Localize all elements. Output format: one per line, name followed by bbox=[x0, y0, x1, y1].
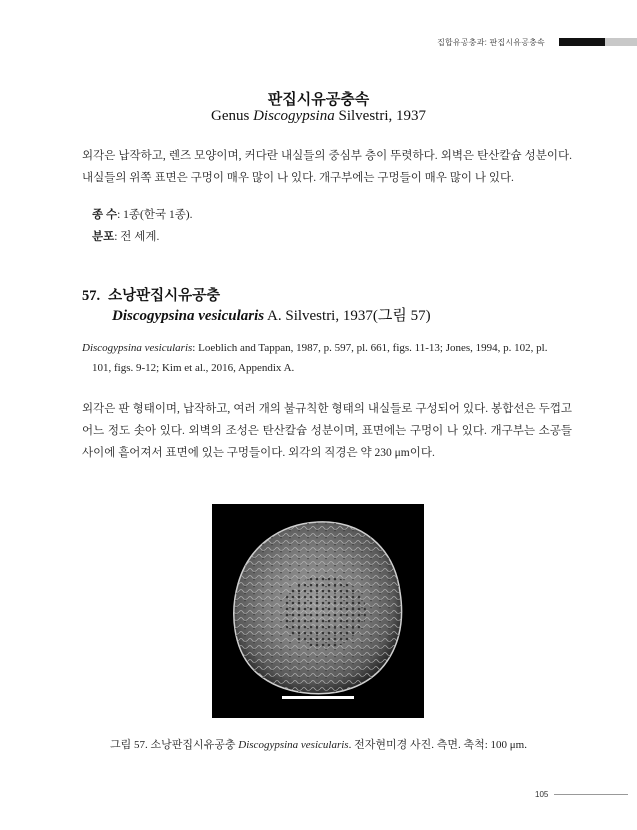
genus-authority: Silvestri, 1937 bbox=[334, 108, 426, 124]
caption-latin: Discogypsina vesicularis bbox=[238, 739, 349, 751]
running-head-text: 집합유공충과: 판집시유공충속 bbox=[437, 37, 545, 47]
distribution-value: : 전 세계. bbox=[114, 231, 160, 243]
synonymy bbox=[82, 338, 574, 378]
running-head bbox=[437, 36, 637, 48]
central-pore-field bbox=[282, 576, 366, 648]
species-number: 57. bbox=[82, 288, 101, 304]
sem-photo bbox=[212, 504, 424, 718]
distribution-label: 분포 bbox=[92, 231, 115, 243]
species-korean-name: 소낭판집시유공충 bbox=[108, 288, 221, 304]
species-figure-ref: (그림 57) bbox=[372, 308, 431, 324]
caption-prefix: 그림 57. 소낭판집시유공충 bbox=[110, 739, 239, 751]
species-latin-heading bbox=[112, 304, 431, 325]
synonymy-refs-line1: : Loeblich and Tappan, 1987, p. 597, pl. 661, figs. 11-13; Jones, 1994, p. 102, pl. bbox=[192, 342, 548, 354]
species-count-value: : 1종(한국 1종). bbox=[117, 209, 193, 221]
synonymy-refs-line2: 101, figs. 9-12; Kim et al., 2016, Appendix A. bbox=[92, 362, 295, 374]
footer-rule bbox=[554, 794, 628, 795]
species-latin-name: Discogypsina vesicularis bbox=[112, 308, 265, 324]
figure-caption bbox=[0, 736, 637, 752]
synonymy-name: Discogypsina vesicularis bbox=[82, 342, 193, 354]
genus-prefix: Genus bbox=[210, 108, 254, 124]
species-count bbox=[92, 206, 193, 222]
genus-latin-name: Discogypsina bbox=[253, 108, 335, 124]
genus-description: 외각은 납작하고, 렌즈 모양이며, 커다란 내실들의 중심부 층이 뚜렷하다. 외벽은 탄산칼슘 성분이다. 내실들의 위쪽 표면은 구멍이 매우 많이 나 있다. 개구부에는 구멍들이 매우 많이 나 있다. bbox=[82, 150, 572, 184]
species-description: 외각은 판 형태이며, 납작하고, 여러 개의 불규칙한 형태의 내실들로 구성되어 있다. 봉합선은 두껍고 어느 정도 솟아 있다. 외벽의 조성은 탄산칼슘 성분이며, 표면에는 구멍이 나 있다. 개구부는 소공들 사이에 흩어져서 표면에 있는 구멍들이다. 외각의 직경은 약 230 μm이다. bbox=[82, 403, 572, 459]
sem-image bbox=[212, 504, 424, 718]
caption-suffix: . 전자현미경 사진. 측면. 축척: 100 μm. bbox=[348, 739, 527, 751]
genus-korean-title: 판집시유공충속 bbox=[267, 92, 370, 108]
genus-latin-title bbox=[0, 108, 637, 125]
page-number: 105 bbox=[535, 790, 549, 799]
running-head-bar-dark bbox=[559, 38, 605, 46]
running-head-bar-light bbox=[605, 38, 637, 46]
distribution bbox=[92, 228, 159, 244]
page-footer bbox=[535, 790, 628, 799]
scale-bar bbox=[282, 696, 354, 699]
species-count-label: 종 수 bbox=[92, 209, 118, 221]
species-authority: A. Silvestri, 1937 bbox=[264, 308, 373, 324]
species-heading bbox=[82, 284, 220, 305]
